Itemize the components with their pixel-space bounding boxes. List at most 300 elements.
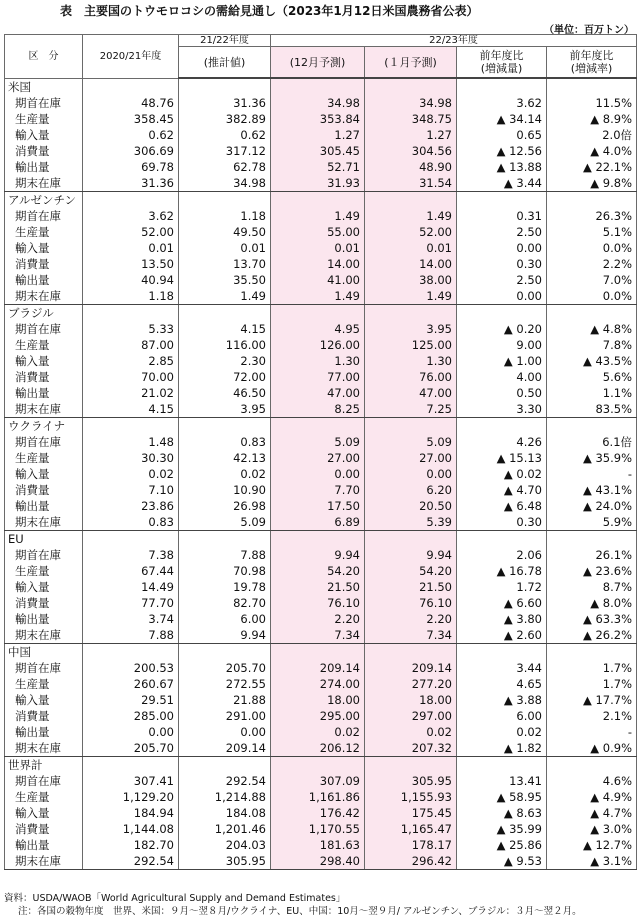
table-row: [5, 837, 637, 853]
section-blank-cell: [365, 418, 457, 435]
source-note: 資料：USDA/WAOB「World Agricultural Supply and Demand Estimates」: [4, 893, 346, 904]
value-cell: 6.00: [457, 708, 547, 724]
value-cell: 70.00: [83, 369, 179, 385]
value-cell: 292.54: [83, 853, 179, 870]
value-cell: 76.10: [271, 595, 365, 611]
value-cell: ▲ 34.14: [457, 111, 547, 127]
table-row: [5, 159, 637, 175]
section-row: [5, 305, 637, 322]
value-cell: ▲ 0.02: [457, 466, 547, 482]
table-row: [5, 143, 637, 159]
value-cell: 31.36: [83, 175, 179, 192]
section-blank-cell: [83, 644, 179, 661]
value-cell: 126.00: [271, 337, 365, 353]
value-cell: ▲ 15.13: [457, 450, 547, 466]
row-label: 消費量: [5, 143, 83, 159]
value-cell: ▲ 3.44: [457, 175, 547, 192]
section-name: 中国: [5, 644, 83, 661]
value-cell: ▲ 3.0%: [547, 821, 637, 837]
value-cell: ▲ 12.56: [457, 143, 547, 159]
row-label: 消費量: [5, 708, 83, 724]
value-cell: 48.90: [365, 159, 457, 175]
value-cell: 4.6%: [547, 773, 637, 789]
row-label: 期首在庫: [5, 208, 83, 224]
section-blank-cell: [457, 418, 547, 435]
value-cell: 4.00: [457, 369, 547, 385]
table-row: [5, 676, 637, 692]
value-cell: 0.00: [179, 724, 271, 740]
value-cell: 2.30: [179, 353, 271, 369]
value-cell: 382.89: [179, 111, 271, 127]
section-blank-cell: [271, 192, 365, 209]
value-cell: ▲ 3.80: [457, 611, 547, 627]
table-row: [5, 240, 637, 256]
value-cell: 305.95: [365, 773, 457, 789]
header-yoy-rate: 前年度比 (増減率): [547, 47, 637, 79]
value-cell: 0.00: [83, 724, 179, 740]
value-cell: 0.01: [83, 240, 179, 256]
value-cell: 274.00: [271, 676, 365, 692]
table-row: [5, 708, 637, 724]
value-cell: 49.50: [179, 224, 271, 240]
value-cell: ▲ 6.60: [457, 595, 547, 611]
value-cell: 125.00: [365, 337, 457, 353]
header-2022-23: 22/23年度: [271, 35, 637, 47]
value-cell: 176.42: [271, 805, 365, 821]
value-cell: 295.00: [271, 708, 365, 724]
value-cell: 5.33: [83, 321, 179, 337]
value-cell: 7.8%: [547, 337, 637, 353]
value-cell: 4.26: [457, 434, 547, 450]
section-row: [5, 192, 637, 209]
value-cell: 52.71: [271, 159, 365, 175]
value-cell: 0.00: [271, 466, 365, 482]
row-label: 期末在庫: [5, 401, 83, 418]
value-cell: 178.17: [365, 837, 457, 853]
value-cell: 2.85: [83, 353, 179, 369]
value-cell: 1,144.08: [83, 821, 179, 837]
row-label: 生産量: [5, 563, 83, 579]
value-cell: 87.00: [83, 337, 179, 353]
value-cell: ▲ 12.7%: [547, 837, 637, 853]
value-cell: ▲ 1.82: [457, 740, 547, 757]
section-blank-cell: [365, 78, 457, 95]
value-cell: 34.98: [271, 95, 365, 111]
value-cell: 14.00: [271, 256, 365, 272]
value-cell: 76.10: [365, 595, 457, 611]
value-cell: 1.30: [365, 353, 457, 369]
value-cell: 0.0%: [547, 240, 637, 256]
value-cell: 2.50: [457, 272, 547, 288]
value-cell: ▲ 22.1%: [547, 159, 637, 175]
value-cell: 67.44: [83, 563, 179, 579]
table-body: [5, 78, 637, 870]
value-cell: 0.00: [365, 466, 457, 482]
row-label: 期首在庫: [5, 321, 83, 337]
value-cell: 307.09: [271, 773, 365, 789]
row-label: 輸入量: [5, 240, 83, 256]
row-label: 期末在庫: [5, 514, 83, 531]
section-blank-cell: [179, 418, 271, 435]
section-blank-cell: [83, 531, 179, 548]
section-blank-cell: [547, 644, 637, 661]
value-cell: 3.30: [457, 401, 547, 418]
value-cell: 8.25: [271, 401, 365, 418]
value-cell: 1.49: [365, 288, 457, 305]
value-cell: 306.69: [83, 143, 179, 159]
header-2020-21: 2020/21年度: [83, 35, 179, 79]
value-cell: 54.20: [365, 563, 457, 579]
value-cell: 285.00: [83, 708, 179, 724]
value-cell: ▲ 4.70: [457, 482, 547, 498]
value-cell: 0.62: [83, 127, 179, 143]
value-cell: 5.1%: [547, 224, 637, 240]
value-cell: 30.30: [83, 450, 179, 466]
table-row: [5, 111, 637, 127]
value-cell: 3.44: [457, 660, 547, 676]
value-cell: 21.50: [365, 579, 457, 595]
table-row: [5, 789, 637, 805]
section-blank-cell: [457, 531, 547, 548]
value-cell: 70.98: [179, 563, 271, 579]
value-cell: 0.30: [457, 256, 547, 272]
value-cell: ▲ 35.99: [457, 821, 547, 837]
value-cell: 11.5%: [547, 95, 637, 111]
section-name: EU: [5, 531, 83, 548]
value-cell: 7.0%: [547, 272, 637, 288]
table-row: [5, 627, 637, 644]
value-cell: 5.09: [271, 434, 365, 450]
value-cell: 0.31: [457, 208, 547, 224]
table-row: [5, 660, 637, 676]
section-blank-cell: [457, 757, 547, 774]
value-cell: 7.10: [83, 482, 179, 498]
value-cell: 297.00: [365, 708, 457, 724]
value-cell: ▲ 63.3%: [547, 611, 637, 627]
value-cell: 2.20: [271, 611, 365, 627]
value-cell: ▲ 24.0%: [547, 498, 637, 514]
value-cell: ▲ 4.9%: [547, 789, 637, 805]
row-label: 輸入量: [5, 466, 83, 482]
table-row: [5, 434, 637, 450]
value-cell: 21.02: [83, 385, 179, 401]
section-blank-cell: [547, 305, 637, 322]
value-cell: 1.30: [271, 353, 365, 369]
value-cell: 26.1%: [547, 547, 637, 563]
table-row: [5, 805, 637, 821]
row-label: 生産量: [5, 337, 83, 353]
value-cell: 8.7%: [547, 579, 637, 595]
row-label: 消費量: [5, 821, 83, 837]
value-cell: 13.70: [179, 256, 271, 272]
value-cell: 0.0%: [547, 288, 637, 305]
value-cell: ▲ 3.1%: [547, 853, 637, 870]
row-label: 期首在庫: [5, 773, 83, 789]
page-title: 表 主要国のトウモロコシの需給見通し（2023年1月12日米国農務省公表）: [60, 4, 479, 18]
row-label: 輸入量: [5, 692, 83, 708]
value-cell: 4.65: [457, 676, 547, 692]
section-blank-cell: [365, 531, 457, 548]
value-cell: 83.5%: [547, 401, 637, 418]
value-cell: 207.32: [365, 740, 457, 757]
table-row: [5, 353, 637, 369]
value-cell: 209.14: [271, 660, 365, 676]
section-blank-cell: [179, 644, 271, 661]
row-label: 期首在庫: [5, 434, 83, 450]
value-cell: 260.67: [83, 676, 179, 692]
value-cell: 298.40: [271, 853, 365, 870]
value-cell: 10.90: [179, 482, 271, 498]
row-label: 期首在庫: [5, 660, 83, 676]
value-cell: 0.00: [457, 240, 547, 256]
row-label: 輸出量: [5, 611, 83, 627]
value-cell: 353.84: [271, 111, 365, 127]
row-label: 期末在庫: [5, 853, 83, 870]
header-2021-22: 21/22年度: [179, 35, 271, 47]
section-name: ウクライナ: [5, 418, 83, 435]
section-blank-cell: [547, 757, 637, 774]
row-label: 生産量: [5, 111, 83, 127]
value-cell: 21.88: [179, 692, 271, 708]
value-cell: 7.38: [83, 547, 179, 563]
value-cell: 26.3%: [547, 208, 637, 224]
value-cell: 6.20: [365, 482, 457, 498]
value-cell: ▲ 0.20: [457, 321, 547, 337]
value-cell: 1.18: [179, 208, 271, 224]
table-row: [5, 740, 637, 757]
value-cell: 7.88: [179, 547, 271, 563]
table-row: [5, 208, 637, 224]
value-cell: ▲ 8.63: [457, 805, 547, 821]
row-label: 消費量: [5, 595, 83, 611]
row-label: 輸出量: [5, 837, 83, 853]
table-row: [5, 272, 637, 288]
value-cell: 77.70: [83, 595, 179, 611]
row-label: 輸出量: [5, 159, 83, 175]
table-row: [5, 514, 637, 531]
table-row: [5, 95, 637, 111]
row-label: 生産量: [5, 676, 83, 692]
value-cell: 3.95: [179, 401, 271, 418]
value-cell: 1.49: [271, 288, 365, 305]
value-cell: ▲ 4.0%: [547, 143, 637, 159]
supply-demand-table: [4, 34, 637, 870]
value-cell: 14.49: [83, 579, 179, 595]
value-cell: 1.49: [365, 208, 457, 224]
value-cell: 9.00: [457, 337, 547, 353]
section-blank-cell: [271, 644, 365, 661]
table-row: [5, 821, 637, 837]
value-cell: 4.95: [271, 321, 365, 337]
section-blank-cell: [179, 531, 271, 548]
value-cell: 1.48: [83, 434, 179, 450]
value-cell: 1.1%: [547, 385, 637, 401]
value-cell: 0.83: [83, 514, 179, 531]
value-cell: 0.02: [271, 724, 365, 740]
value-cell: 2.06: [457, 547, 547, 563]
section-blank-cell: [365, 192, 457, 209]
section-blank-cell: [83, 192, 179, 209]
table-row: [5, 127, 637, 143]
section-blank-cell: [179, 757, 271, 774]
section-row: [5, 78, 637, 95]
value-cell: 18.00: [365, 692, 457, 708]
value-cell: 13.50: [83, 256, 179, 272]
value-cell: 175.45: [365, 805, 457, 821]
value-cell: 27.00: [365, 450, 457, 466]
value-cell: 307.41: [83, 773, 179, 789]
value-cell: 18.00: [271, 692, 365, 708]
value-cell: 0.00: [457, 288, 547, 305]
value-cell: 0.02: [457, 724, 547, 740]
value-cell: ▲ 4.8%: [547, 321, 637, 337]
row-label: 生産量: [5, 789, 83, 805]
section-blank-cell: [83, 418, 179, 435]
value-cell: 1,165.47: [365, 821, 457, 837]
section-blank-cell: [179, 78, 271, 95]
value-cell: ▲ 58.95: [457, 789, 547, 805]
value-cell: 205.70: [179, 660, 271, 676]
table-row: [5, 224, 637, 240]
value-cell: 1.27: [365, 127, 457, 143]
table-row: [5, 175, 637, 192]
row-label: 輸出量: [5, 272, 83, 288]
value-cell: 19.78: [179, 579, 271, 595]
value-cell: 62.78: [179, 159, 271, 175]
table-row: [5, 498, 637, 514]
value-cell: 76.00: [365, 369, 457, 385]
row-label: 期首在庫: [5, 95, 83, 111]
value-cell: 0.65: [457, 127, 547, 143]
row-label: 期末在庫: [5, 175, 83, 192]
table-row: [5, 288, 637, 305]
value-cell: 0.02: [83, 466, 179, 482]
value-cell: 0.01: [179, 240, 271, 256]
section-blank-cell: [547, 418, 637, 435]
value-cell: 206.12: [271, 740, 365, 757]
value-cell: 291.00: [179, 708, 271, 724]
value-cell: ▲ 6.48: [457, 498, 547, 514]
value-cell: 3.95: [365, 321, 457, 337]
value-cell: 69.78: [83, 159, 179, 175]
value-cell: 205.70: [83, 740, 179, 757]
value-cell: 200.53: [83, 660, 179, 676]
value-cell: ▲ 3.88: [457, 692, 547, 708]
table-row: [5, 773, 637, 789]
value-cell: 305.95: [179, 853, 271, 870]
header-estimate: (推計値): [179, 47, 271, 79]
section-blank-cell: [457, 192, 547, 209]
section-row: [5, 644, 637, 661]
value-cell: 1.27: [271, 127, 365, 143]
value-cell: ▲ 17.7%: [547, 692, 637, 708]
row-label: 輸入量: [5, 127, 83, 143]
value-cell: 46.50: [179, 385, 271, 401]
value-cell: ▲ 4.7%: [547, 805, 637, 821]
value-cell: 9.94: [271, 547, 365, 563]
value-cell: 6.00: [179, 611, 271, 627]
value-cell: 1,129.20: [83, 789, 179, 805]
value-cell: 358.45: [83, 111, 179, 127]
value-cell: 48.76: [83, 95, 179, 111]
value-cell: 296.42: [365, 853, 457, 870]
value-cell: 14.00: [365, 256, 457, 272]
value-cell: 5.39: [365, 514, 457, 531]
section-blank-cell: [271, 418, 365, 435]
value-cell: 184.08: [179, 805, 271, 821]
section-blank-cell: [271, 78, 365, 95]
season-note: 注：各国の穀物年度 世界、米国：９月～翌８月/ウクライナ、EU、中国：10月～翌９月/ アルゼンチン、ブラジル：３月～翌２月。: [18, 906, 582, 917]
value-cell: 13.41: [457, 773, 547, 789]
value-cell: 17.50: [271, 498, 365, 514]
value-cell: 1.72: [457, 579, 547, 595]
value-cell: 5.09: [365, 434, 457, 450]
value-cell: ▲ 8.9%: [547, 111, 637, 127]
value-cell: 52.00: [83, 224, 179, 240]
value-cell: 54.20: [271, 563, 365, 579]
value-cell: 0.01: [271, 240, 365, 256]
value-cell: 0.50: [457, 385, 547, 401]
value-cell: 31.93: [271, 175, 365, 192]
row-label: 期末在庫: [5, 740, 83, 757]
value-cell: 1.7%: [547, 660, 637, 676]
value-cell: 1.49: [271, 208, 365, 224]
table-row: [5, 337, 637, 353]
value-cell: 304.56: [365, 143, 457, 159]
unit-label: （単位：百万トン）: [544, 25, 634, 36]
value-cell: 21.50: [271, 579, 365, 595]
value-cell: 5.6%: [547, 369, 637, 385]
value-cell: 277.20: [365, 676, 457, 692]
value-cell: 5.09: [179, 514, 271, 531]
value-cell: 72.00: [179, 369, 271, 385]
row-label: 消費量: [5, 256, 83, 272]
value-cell: 182.70: [83, 837, 179, 853]
value-cell: 209.14: [179, 740, 271, 757]
value-cell: 1,161.86: [271, 789, 365, 805]
value-cell: ▲ 9.53: [457, 853, 547, 870]
value-cell: 1,214.88: [179, 789, 271, 805]
table-row: [5, 369, 637, 385]
value-cell: ▲ 23.6%: [547, 563, 637, 579]
section-name: アルゼンチン: [5, 192, 83, 209]
value-cell: 34.98: [179, 175, 271, 192]
value-cell: 2.0倍: [547, 127, 637, 143]
value-cell: 4.15: [179, 321, 271, 337]
value-cell: 181.63: [271, 837, 365, 853]
section-blank-cell: [83, 305, 179, 322]
value-cell: 20.50: [365, 498, 457, 514]
value-cell: 41.00: [271, 272, 365, 288]
value-cell: 2.50: [457, 224, 547, 240]
value-cell: 204.03: [179, 837, 271, 853]
value-cell: 7.34: [365, 627, 457, 644]
value-cell: 2.1%: [547, 708, 637, 724]
section-blank-cell: [271, 305, 365, 322]
section-blank-cell: [457, 78, 547, 95]
value-cell: 26.98: [179, 498, 271, 514]
row-label: 輸入量: [5, 805, 83, 821]
value-cell: 38.00: [365, 272, 457, 288]
value-cell: 209.14: [365, 660, 457, 676]
value-cell: 47.00: [271, 385, 365, 401]
value-cell: 0.02: [179, 466, 271, 482]
table-row: [5, 692, 637, 708]
value-cell: 292.54: [179, 773, 271, 789]
section-name: 米国: [5, 78, 83, 95]
value-cell: 42.13: [179, 450, 271, 466]
section-blank-cell: [179, 305, 271, 322]
